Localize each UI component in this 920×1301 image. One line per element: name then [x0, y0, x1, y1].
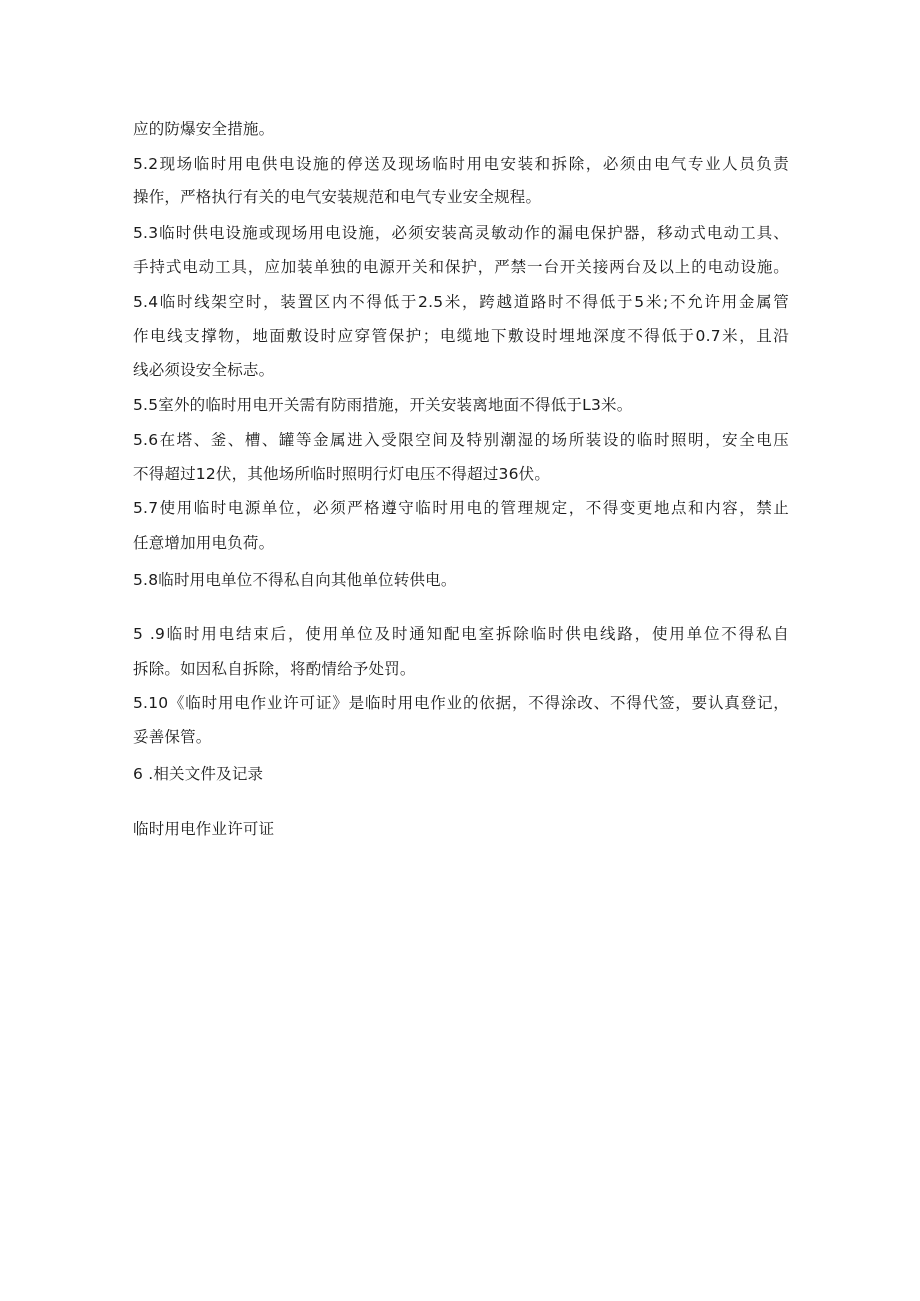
text-line: 5.5室外的临时用电开关需有防雨措施，开关安装离地面不得低于L3米。 [133, 396, 633, 414]
text-line: 5.6在塔、釜、槽、罐等金属进入受限空间及特别潮湿的场所装设的临时照明，安全电压 [133, 431, 789, 449]
text-line: 5 .9临时用电结束后，使用单位及时通知配电室拆除临时供电线路，使用单位不得私自 [133, 625, 789, 643]
text-line: 妥善保管。 [133, 728, 212, 746]
text-line: 作电线支撑物，地面敷设时应穿管保护；电缆地下敷设时埋地深度不得低于0.7米，且沿 [133, 327, 789, 345]
record-item: 临时用电作业许可证 [133, 820, 275, 838]
text-line: 线必须设安全标志。 [133, 361, 275, 379]
text-line: 手持式电动工具，应加装单独的电源开关和保护，严禁一台开关接两台及以上的电动设施。 [133, 258, 789, 276]
text-line: 5.7使用临时电源单位，必须严格遵守临时用电的管理规定，不得变更地点和内容，禁止 [133, 499, 789, 517]
text-line: 5.8临时用电单位不得私自向其他单位转供电。 [133, 571, 457, 589]
section-heading: 6 .相关文件及记录 [133, 765, 264, 783]
text-line: 拆除。如因私自拆除，将酌情给予处罚。 [133, 660, 416, 678]
text-line: 任意增加用电负荷。 [133, 534, 275, 552]
text-line: 操作，严格执行有关的电气安装规范和电气专业安全规程。 [133, 188, 542, 206]
text-line: 5.3临时供电设施或现场用电设施，必须安装高灵敏动作的漏电保护器，移动式电动工具、 [133, 224, 789, 242]
text-line: 5.2现场临时用电供电设施的停送及现场临时用电安装和拆除，必须由电气专业人员负责 [133, 155, 789, 173]
text-line: 5.4临时线架空时，装置区内不得低于2.5米，跨越道路时不得低于5米;不允许用金属管 [133, 293, 789, 311]
text-line: 应的防爆安全措施。 [133, 120, 275, 138]
text-line: 不得超过12伏，其他场所临时照明行灯电压不得超过36伏。 [133, 465, 551, 483]
text-line: 5.10《临时用电作业许可证》是临时用电作业的依据，不得涂改、不得代签，要认真登记， [133, 694, 789, 712]
